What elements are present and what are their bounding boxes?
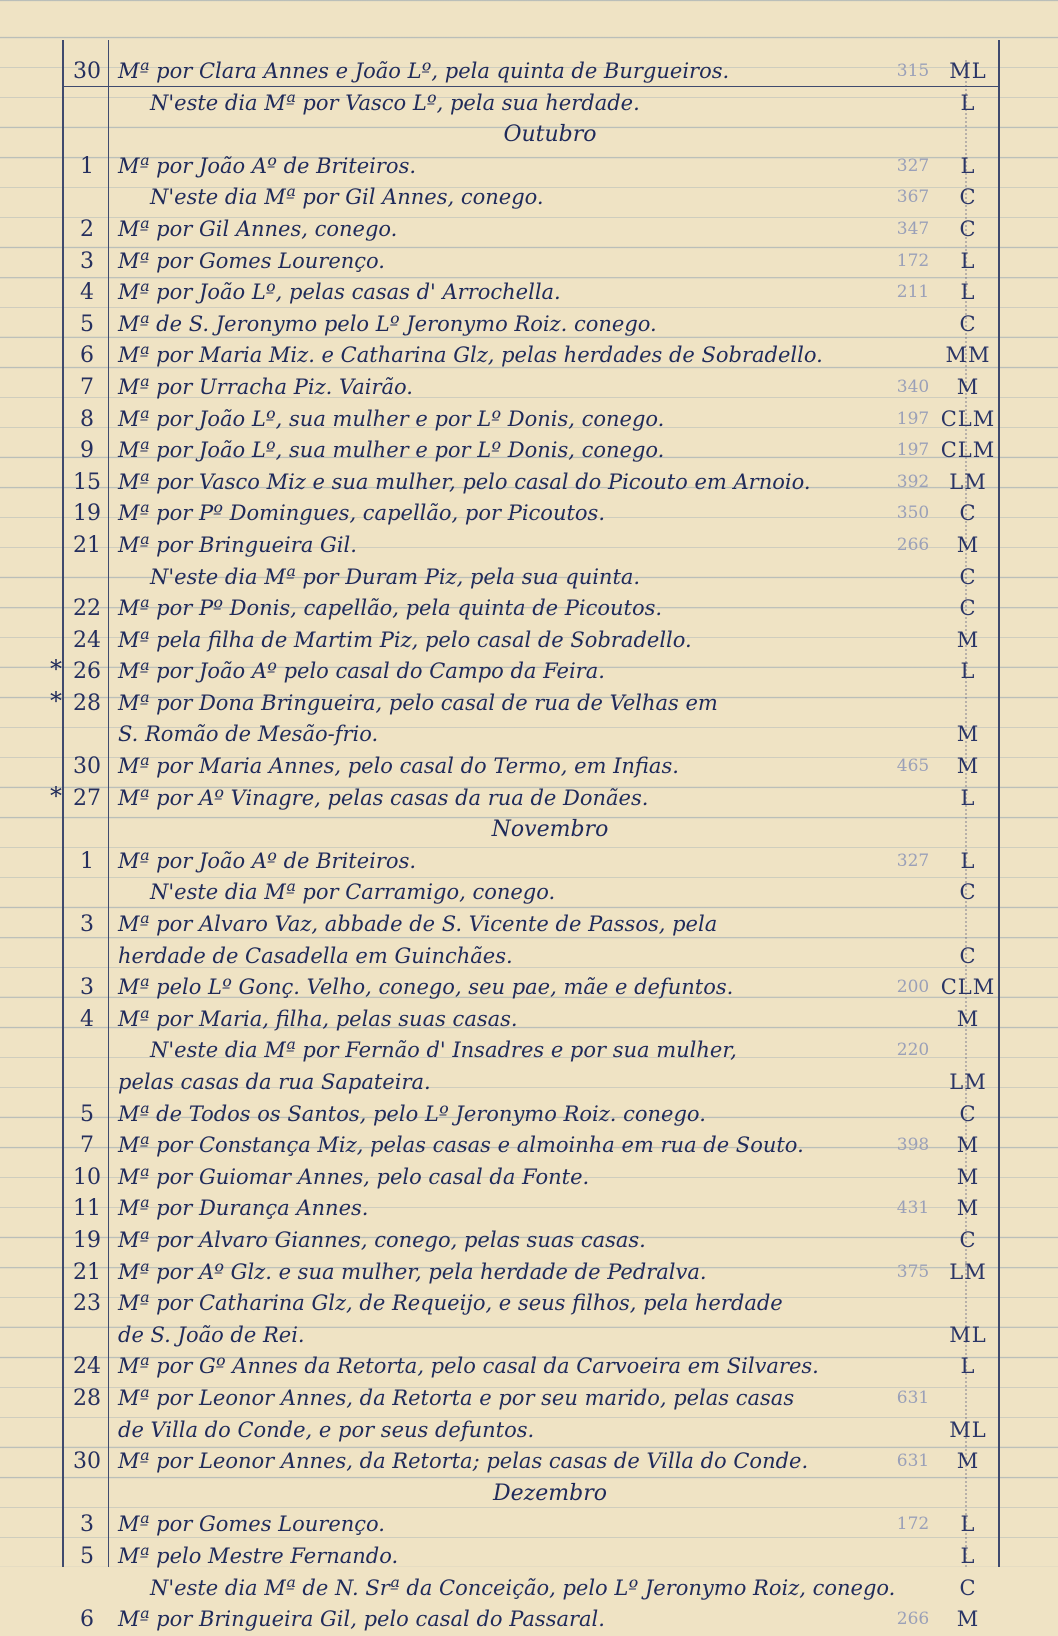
- entry-text: Mª por Urracha Piz. Vairão.: [118, 374, 413, 399]
- category-code: M: [956, 1164, 980, 1189]
- category-code: C: [959, 501, 977, 526]
- ledger-row: [0, 593, 1058, 625]
- entry-text: de Villa do Conde, e por seus defuntos.: [118, 1417, 535, 1442]
- day-number: 2: [80, 216, 94, 242]
- entry-text: Mª por Vasco Miz e sua mulher, pelo casal do Picouto em Arnoio.: [118, 469, 811, 494]
- entry-text: Mª por Pº Donis, capellão, pela quinta de Picoutos.: [118, 596, 663, 621]
- reference-number: 266: [896, 1609, 930, 1630]
- ledger-row: [0, 1288, 1058, 1320]
- ledger-row: [0, 182, 1058, 214]
- day-number: 23: [73, 1291, 101, 1317]
- month-name: Outubro: [503, 122, 597, 148]
- day-number: 4: [80, 280, 94, 306]
- ledger-row: [0, 1383, 1058, 1415]
- ledger-row: [0, 309, 1058, 341]
- category-code: M: [956, 1133, 980, 1158]
- ledger-row: [0, 1067, 1058, 1099]
- category-code: ML: [949, 59, 987, 83]
- entry-text: Mª por Maria, filha, pelas suas casas.: [118, 1006, 518, 1031]
- category-code: LM: [949, 1070, 987, 1094]
- category-code: M: [956, 1196, 980, 1221]
- reference-number: 172: [896, 1514, 930, 1535]
- category-code: C: [959, 185, 977, 210]
- category-code: L: [960, 1354, 976, 1379]
- entry-text: Mª por Aº Glz. e sua mulher, pela herdade de Pedralva.: [118, 1259, 707, 1284]
- entry-text: Mª por Bringueira Gil.: [118, 532, 357, 557]
- entry-text: Mª por Gomes Lourenço.: [118, 1512, 385, 1537]
- category-code: L: [960, 153, 976, 178]
- day-number: 5: [80, 1101, 94, 1127]
- day-number: 5: [80, 311, 94, 337]
- day-number: 28: [73, 1385, 101, 1411]
- day-number: 21: [73, 532, 101, 558]
- ledger-row: [0, 1573, 1058, 1605]
- day-number: 5: [80, 1543, 94, 1569]
- ledger-row: [0, 1351, 1058, 1383]
- day-number: 19: [73, 501, 101, 527]
- category-code: CLM: [940, 406, 996, 431]
- entry-text: Mª por João Aº de Briteiros.: [118, 153, 417, 178]
- ledger-row: [0, 1541, 1058, 1573]
- ledger-row: [0, 1320, 1058, 1352]
- reference-number: 220: [896, 1040, 930, 1061]
- day-number: 8: [80, 406, 94, 432]
- day-number: 30: [73, 754, 101, 780]
- day-number: 15: [73, 469, 101, 495]
- reference-number: 327: [896, 155, 930, 176]
- ledger-row: [0, 246, 1058, 278]
- ledger-row: [0, 562, 1058, 594]
- entry-text: Mª por Guiomar Annes, pelo casal da Fonte.: [118, 1164, 590, 1189]
- category-code: M: [956, 754, 980, 779]
- ledger-row: [0, 340, 1058, 372]
- ledger-row: [0, 846, 1058, 878]
- entry-text: Mª por Maria Miz. e Catharina Glz, pelas herdades de Sobradello.: [118, 343, 823, 368]
- day-number: 1: [80, 153, 94, 179]
- ledger-row: [0, 498, 1058, 530]
- category-code: M: [956, 374, 980, 399]
- entry-text: Mª pelo Mestre Fernando.: [118, 1543, 399, 1568]
- month-heading: [0, 814, 1058, 846]
- entry-text: Mª por Dona Bringueira, pelo casal de rua de Velhas em: [118, 690, 718, 715]
- entry-text: N'este dia Mª por Gil Annes, conego.: [150, 185, 544, 210]
- ledger-row: [0, 877, 1058, 909]
- day-number: 6: [80, 1607, 94, 1633]
- category-code: C: [959, 311, 977, 336]
- ledger-row: [0, 1162, 1058, 1194]
- day-number: 7: [80, 1133, 94, 1159]
- ledger-row: [0, 435, 1058, 467]
- entry-text: Mª de Todos os Santos, pelo Lº Jeronymo Roiz. conego.: [118, 1101, 706, 1126]
- reference-number: 197: [896, 440, 930, 461]
- category-code: C: [959, 1575, 977, 1600]
- day-number: 30: [73, 1449, 101, 1475]
- entry-text: Mª por Leonor Annes, da Retorta; pelas casas de Villa do Conde.: [118, 1449, 809, 1474]
- ledger-row: [0, 972, 1058, 1004]
- ledger-rows: [0, 56, 1058, 1636]
- reference-number: 172: [896, 250, 930, 271]
- ledger-row: [0, 151, 1058, 183]
- category-code: C: [959, 943, 977, 968]
- day-number: 24: [73, 1354, 101, 1380]
- day-number: 11: [73, 1196, 101, 1222]
- ledger-row: [0, 1509, 1058, 1541]
- day-number: 3: [80, 912, 94, 938]
- day-number: 24: [73, 627, 101, 653]
- day-number: 22: [73, 596, 101, 622]
- entry-text: Mª por Leonor Annes, da Retorta e por seu marido, pelas casas: [118, 1385, 795, 1410]
- entry-text: herdade de Casadella em Guinchães.: [118, 943, 513, 968]
- entry-text: Mª de S. Jeronymo pelo Lº Jeronymo Roiz. conego.: [118, 311, 657, 336]
- entry-text: pelas casas da rua Sapateira.: [118, 1070, 431, 1094]
- reference-number: 631: [896, 1387, 930, 1408]
- reference-number: 431: [896, 1198, 930, 1219]
- entry-text: Mª por Alvaro Giannes, conego, pelas suas casas.: [118, 1227, 646, 1252]
- ledger-row: [0, 625, 1058, 657]
- entry-text: Mª pelo Lº Gonç. Velho, conego, seu pae, mãe e defuntos.: [118, 975, 734, 1000]
- day-number: 27: [73, 785, 101, 811]
- ledger-row: [0, 530, 1058, 562]
- category-code: L: [960, 280, 976, 305]
- reference-number: 211: [896, 282, 930, 303]
- day-number: 30: [73, 59, 101, 84]
- category-code: MM: [945, 343, 991, 368]
- reference-number: 197: [896, 408, 930, 429]
- reference-number: 375: [896, 1261, 930, 1282]
- entry-text: Mª por Clara Annes e João Lº, pela quinta de Burgueiros.: [118, 59, 730, 83]
- reference-number: 367: [896, 187, 930, 208]
- day-number: 1: [80, 848, 94, 874]
- entry-text: Mª por Constança Miz, pelas casas e almoinha em rua de Souto.: [118, 1133, 804, 1158]
- ledger-row: [0, 1257, 1058, 1289]
- ledger-row: [0, 467, 1058, 499]
- day-number: 4: [80, 1006, 94, 1032]
- entry-text: Mª por Pº Domingues, capellão, por Picoutos.: [118, 501, 605, 526]
- entry-text: Mª pela filha de Martim Piz, pelo casal de Sobradello.: [118, 627, 692, 652]
- ledger-row: [0, 688, 1058, 720]
- entry-text: N'este dia Mª de N. Srª da Conceição, pelo Lº Jeronymo Roiz, conego.: [150, 1575, 896, 1600]
- entry-text: Mª por João Lº, pelas casas d' Arrochella.: [118, 280, 561, 305]
- category-code: LM: [949, 1259, 987, 1284]
- reference-number: 392: [896, 471, 930, 492]
- entry-text: Mª por Maria Annes, pelo casal do Termo, em Infias.: [118, 754, 679, 779]
- day-number: 19: [73, 1227, 101, 1253]
- asterisk-mark: *: [50, 781, 62, 810]
- ledger-row: [0, 1004, 1058, 1036]
- ledger-row: [0, 1099, 1058, 1131]
- day-number: 3: [80, 1512, 94, 1538]
- entry-text: N'este dia Mª por Vasco Lº, pela sua herdade.: [150, 90, 640, 115]
- day-number: 28: [73, 690, 101, 716]
- entry-text: Mª por João Lº, sua mulher e por Lº Donis, conego.: [118, 406, 665, 431]
- entry-text: Mª por Alvaro Vaz, abbade de S. Vicente de Passos, pela: [118, 912, 718, 937]
- entry-text: Mª por Bringueira Gil, pelo casal do Passaral.: [118, 1607, 605, 1632]
- ledger-row: [0, 1415, 1058, 1447]
- entry-text: Mª por Gº Annes da Retorta, pelo casal da Carvoeira em Silvares.: [118, 1354, 819, 1379]
- entry-text: de S. João de Rei.: [118, 1322, 305, 1347]
- ledger-row: [0, 88, 1058, 120]
- ledger-row: [0, 909, 1058, 941]
- reference-number: 347: [896, 218, 930, 239]
- category-code: L: [960, 1543, 976, 1568]
- entry-text: Mª por Gil Annes, conego.: [118, 216, 398, 241]
- entry-text: N'este dia Mª por Duram Piz, pela sua quinta.: [150, 564, 641, 589]
- entry-text: Mª por Aº Vinagre, pelas casas da rua de Donães.: [118, 785, 649, 810]
- ledger-row: [0, 1130, 1058, 1162]
- entry-text: Mª por Gomes Lourenço.: [118, 248, 385, 273]
- ledger-row: [0, 1225, 1058, 1257]
- ledger-row: [0, 1446, 1058, 1478]
- category-code: LM: [949, 469, 987, 494]
- category-code: M: [956, 1006, 980, 1031]
- ledger-row: [0, 56, 1058, 88]
- ledger-row: [0, 1604, 1058, 1636]
- day-number: 3: [80, 975, 94, 1001]
- reference-number: 350: [896, 503, 930, 524]
- category-code: C: [959, 1101, 977, 1126]
- category-code: L: [960, 659, 976, 684]
- category-code: C: [959, 216, 977, 241]
- category-code: C: [959, 564, 977, 589]
- entry-text: Mª por Catharina Glz, de Requeijo, e seus filhos, pela herdade: [118, 1291, 783, 1316]
- category-code: M: [956, 627, 980, 652]
- category-code: M: [956, 722, 980, 747]
- day-number: 9: [80, 438, 94, 464]
- category-code: CLM: [940, 975, 996, 1000]
- category-code: L: [960, 90, 976, 115]
- reference-number: 327: [896, 850, 930, 871]
- ledger-row: [0, 277, 1058, 309]
- day-number: 26: [73, 659, 101, 685]
- entry-text: Mª por Durança Annes.: [118, 1196, 369, 1221]
- entry-text: N'este dia Mª por Carramigo, conego.: [150, 880, 556, 905]
- day-number: 7: [80, 374, 94, 400]
- ledger-row: [0, 783, 1058, 815]
- ledger-row: [0, 1035, 1058, 1067]
- category-code: M: [956, 532, 980, 557]
- reference-number: 398: [896, 1135, 930, 1156]
- entry-text: Mª por João Aº de Briteiros.: [118, 848, 417, 873]
- day-number: 21: [73, 1259, 101, 1285]
- asterisk-mark: *: [50, 686, 62, 715]
- day-number: 6: [80, 343, 94, 369]
- ledger-row: [0, 404, 1058, 436]
- category-code: CLM: [940, 438, 996, 463]
- category-code: ML: [949, 1417, 987, 1442]
- reference-number: 266: [896, 534, 930, 555]
- reference-number: 465: [896, 756, 930, 777]
- category-code: L: [960, 1512, 976, 1537]
- entry-text: Mª por João Lº, sua mulher e por Lº Donis, conego.: [118, 438, 665, 463]
- month-heading: [0, 1478, 1058, 1510]
- entry-text: N'este dia Mª por Fernão d' Insadres e por sua mulher,: [150, 1038, 737, 1063]
- reference-number: 631: [896, 1451, 930, 1472]
- ledger-row: [0, 372, 1058, 404]
- ledger-row: [0, 1193, 1058, 1225]
- ledger-row: [0, 656, 1058, 688]
- category-code: L: [960, 848, 976, 873]
- ledger-row: [0, 214, 1058, 246]
- reference-number: 340: [896, 376, 930, 397]
- day-number: 3: [80, 248, 94, 274]
- category-code: L: [960, 785, 976, 810]
- entry-text: S. Romão de Mesão-frio.: [118, 722, 379, 747]
- category-code: C: [959, 1227, 977, 1252]
- ledger-row: [0, 751, 1058, 783]
- category-code: M: [956, 1607, 980, 1632]
- day-number: 10: [73, 1164, 101, 1190]
- month-name: Novembro: [491, 817, 609, 843]
- category-code: C: [959, 880, 977, 905]
- reference-number: 200: [896, 977, 930, 998]
- reference-number: 315: [896, 61, 930, 81]
- ledger-row: [0, 941, 1058, 973]
- category-code: L: [960, 248, 976, 273]
- category-code: ML: [949, 1322, 987, 1347]
- category-code: M: [956, 1449, 980, 1474]
- ledger-row: [0, 719, 1058, 751]
- entry-text: Mª por João Aº pelo casal do Campo da Feira.: [118, 659, 605, 684]
- asterisk-mark: *: [50, 655, 62, 684]
- month-name: Dezembro: [493, 1480, 607, 1506]
- category-code: C: [959, 596, 977, 621]
- month-heading: [0, 119, 1058, 151]
